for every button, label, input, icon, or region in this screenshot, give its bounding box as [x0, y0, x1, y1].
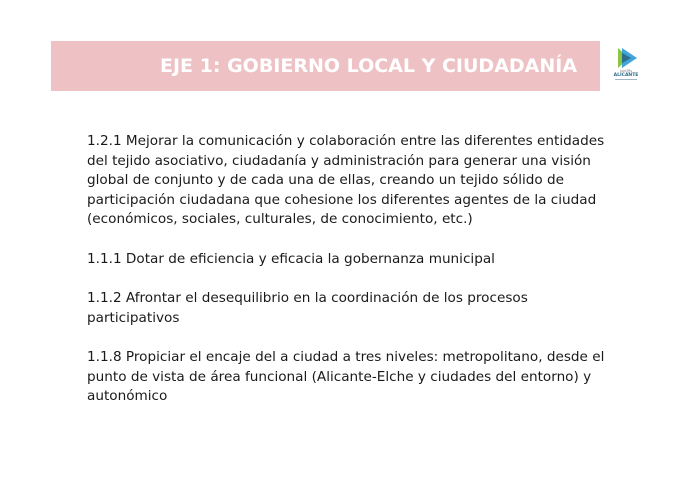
- objective-1-1-2: 1.1.2 Afrontar el desequilibrio en la coordinación de los procesos participativos: [87, 290, 528, 326]
- objectives-list: [87, 132, 617, 407]
- logo-small-text: Junt@s: [619, 69, 633, 73]
- objective-1-1-8: 1.1.8 Propiciar el encaje del a ciudad a tres niveles: metropolitano, desde el punto de vista de área funcional (Alicante-Elche y ciudades del entorno) y autonómico: [87, 349, 605, 404]
- logo: [612, 47, 640, 85]
- logo-wordmark: ALICANTE: [613, 73, 639, 78]
- objective-1-2-1: 1.2.1 Mejorar la comunicación y colaboración entre las diferentes entidades del tejido asociativo, ciudadanía y administración para generar una visión global de conjunto y de cada una de ellas, creando un tejido sólido de participación ciudadana que cohesione los diferentes agentes de la ciudad (económicos, sociales, culturales, de conocimiento, etc.): [87, 133, 605, 227]
- logo-divider: [615, 79, 637, 80]
- title-banner: [51, 41, 600, 91]
- objective-1-1-1: 1.1.1 Dotar de eficiencia y eficacia la gobernanza municipal: [87, 250, 495, 267]
- play-triangle-logo-icon: [616, 47, 638, 69]
- page-title: EJE 1: GOBIERNO LOCAL Y CIUDADANÍA: [160, 55, 578, 77]
